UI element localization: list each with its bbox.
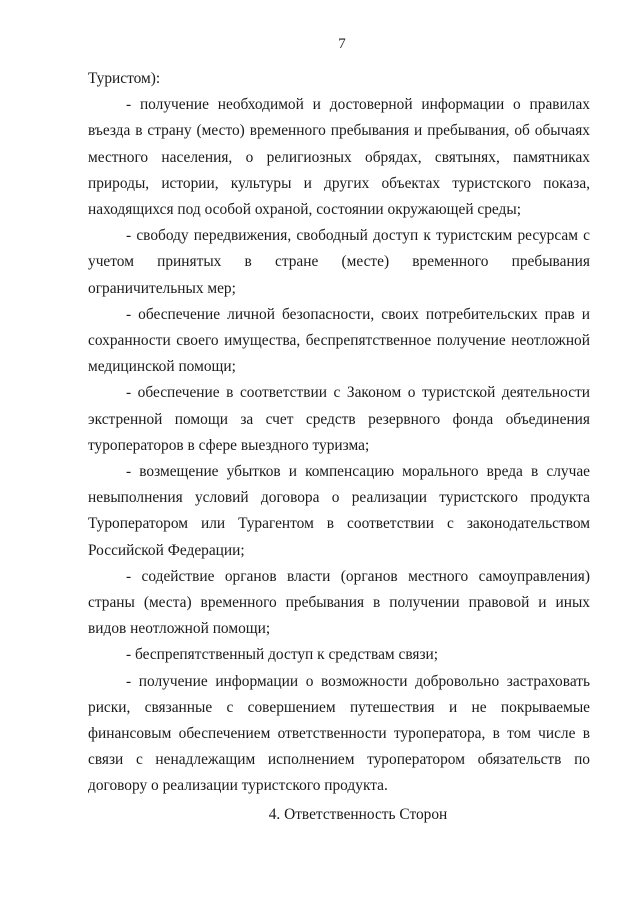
document-body (88, 66, 590, 800)
paragraph-continuation: Туристом): (88, 70, 161, 87)
paragraph-right-movement: - свободу передвижения, свободный доступ к туристским ресурсам с учетом принятых в стране (месте) временного пребывания ограничительных мер; (88, 227, 590, 297)
section-heading: 4. Ответственность Сторон (268, 806, 448, 823)
paragraph-right-safety: - обеспечение личной безопасности, своих потребительских прав и сохранности своего имущества, беспрепятственное получение неотложной медицинской помощи; (88, 305, 590, 376)
paragraph-right-emergency-help: - обеспечение в соответствии с Законом о туристской деятельности экстренной помощи за счет средств резервного фонда объединения туроператоров в сфере выездного туризма; (88, 384, 590, 454)
paragraph-right-information: - получение необходимой и достоверной информации о правилах въезда в страну (место) временного пребывания и пребывания, об обычаях местного населения, о религиозных обрядах, святынях, памятниках природы, истории, культуры и других объектах туристского показа, находящихся под особой охраной, состоянии окружающей среды; (88, 96, 590, 219)
paragraph-right-authorities-assistance: - содействие органов власти (органов местного самоуправления) страны (места) временного пребывания в получении правовой и иных видов неотложной помощи; (88, 567, 590, 638)
paragraph-right-compensation: - возмещение убытков и компенсацию морального вреда в случае невыполнения условий договора о реализации туристского продукта Туроператором или Турагентом в соответствии с законодательством Российской Федерации; (88, 463, 590, 559)
paragraph-right-communication: - беспрепятственный доступ к средствам связи; (126, 646, 439, 664)
paragraph-right-insurance-info: - получение информации о возможности добровольно застраховать риски, связанные с совершением путешествия и не покрываемые финансовым обеспечением ответственности туроператора, в том числе в связи с ненадлежащим исполнением туроператором обязательств по договору о реализации туристского продукта. (88, 672, 590, 795)
page-number: 7 (338, 36, 346, 52)
